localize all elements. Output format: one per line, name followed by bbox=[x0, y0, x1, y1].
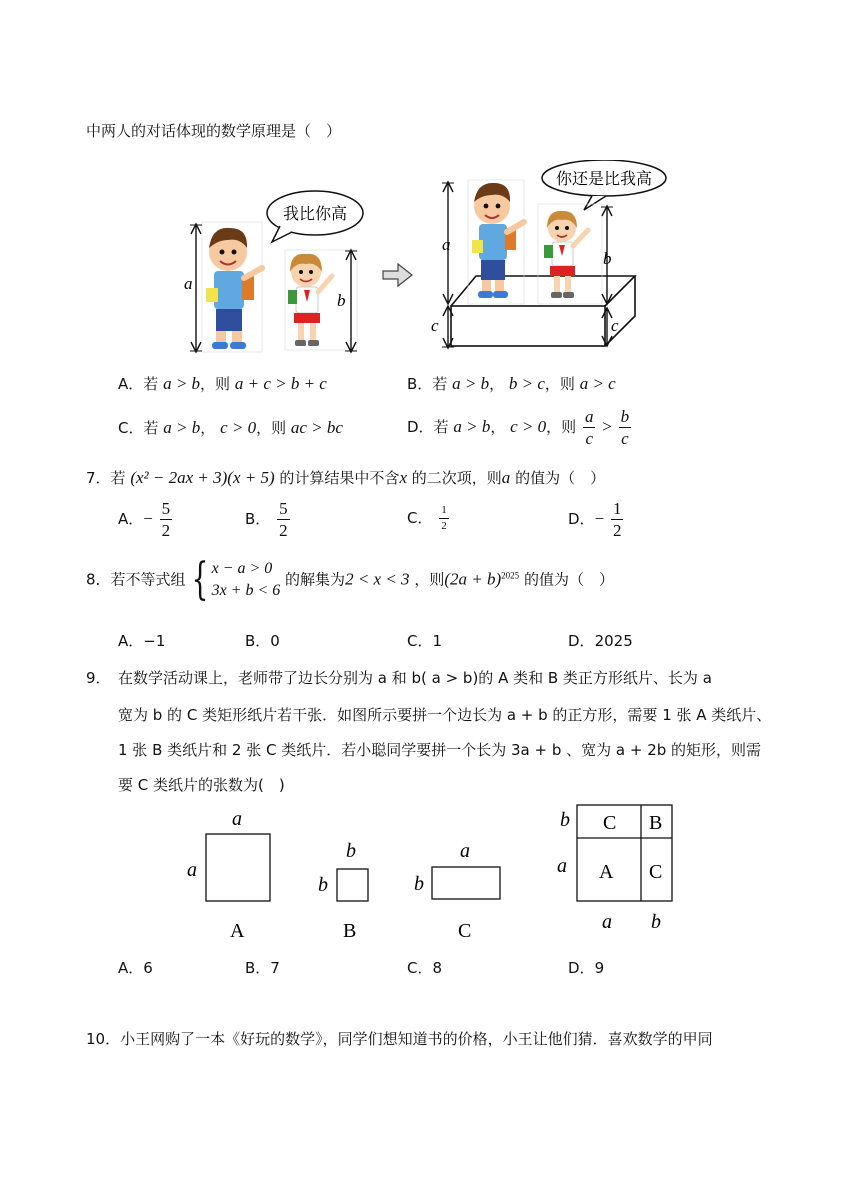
girl-icon bbox=[285, 250, 357, 350]
bubble-left-text: 我比你高 bbox=[282, 204, 348, 223]
q9-number: 9． bbox=[86, 669, 111, 687]
q6-option-a[interactable]: A．若 a > b，则 a + c > b + c bbox=[118, 374, 327, 393]
boy-icon bbox=[202, 222, 262, 352]
q9-line-1: 在数学活动课上，老师带了边长分别为 a 和 b( a > b)的 A 类和 B 类正方形纸片、长为 a bbox=[118, 669, 712, 687]
svg-text:A: A bbox=[230, 920, 245, 942]
rect-c bbox=[432, 867, 500, 899]
q7-option-b[interactable]: B． $\frac{5}{2}$ bbox=[245, 499, 288, 540]
q7-option-a[interactable]: A．− $\frac{5}{2}$ bbox=[118, 499, 171, 540]
svg-text:a: a bbox=[187, 859, 197, 881]
speech-bubble-right bbox=[542, 160, 666, 210]
svg-text:A: A bbox=[599, 861, 614, 883]
q9-line-3: 1 张 B 类纸片和 2 张 C 类纸片．若小聪同学要拼一个长为 3a + b 、宽为 a + 2b 的矩形，则需 bbox=[118, 741, 762, 759]
q7-option-d[interactable]: D．− $\frac{1}{2}$ bbox=[568, 499, 622, 540]
q6-option-b[interactable]: B．若 a > b， b > c，则 a > c bbox=[407, 374, 616, 393]
svg-text:B: B bbox=[649, 812, 663, 834]
speech-bubble-left bbox=[267, 191, 363, 242]
label-c-right: c bbox=[611, 316, 619, 335]
svg-text:b: b bbox=[414, 873, 424, 895]
svg-text:b: b bbox=[560, 809, 570, 831]
q6-figure bbox=[180, 160, 680, 360]
q8-option-c[interactable]: C．1 bbox=[407, 632, 443, 650]
svg-text:b: b bbox=[318, 874, 328, 896]
left-brace-icon: { bbox=[191, 554, 208, 605]
q6-option-d[interactable]: D．若 a > b， c > 0，则 $\frac{a}{c}$ > $\frac{b}{c}$ bbox=[407, 407, 630, 448]
svg-text:C: C bbox=[458, 920, 472, 942]
svg-text:b: b bbox=[651, 911, 661, 933]
q8-option-d[interactable]: D．2025 bbox=[568, 632, 633, 650]
svg-text:C: C bbox=[649, 861, 663, 883]
square-a bbox=[206, 834, 270, 901]
q8-stem: 8．若不等式组 { x − a > 0 3x + b < 6 的解集为2 < x < 3 ，则$(2a + b)^{2025}$ 的值为（ ） bbox=[86, 554, 614, 605]
bubble-right-text: 你还是比我高 bbox=[555, 169, 653, 188]
square-b bbox=[337, 869, 368, 901]
q9-option-a[interactable]: A．6 bbox=[118, 959, 153, 977]
svg-text:a: a bbox=[232, 808, 242, 830]
q8-option-a[interactable]: A．−1 bbox=[118, 632, 166, 650]
q9-option-c[interactable]: C．8 bbox=[407, 959, 443, 977]
label-b-left: b bbox=[337, 291, 346, 310]
q10-stem: 10．小王网购了一本《好玩的数学》，同学们想知道书的价格，小王让他们猜．喜欢数学的甲同 bbox=[86, 1030, 713, 1048]
svg-text:a: a bbox=[557, 855, 567, 877]
girl-on-box-icon bbox=[538, 204, 602, 304]
q8-option-b[interactable]: B．0 bbox=[245, 632, 280, 650]
inequality-system: x − a > 0 3x + b < 6 bbox=[211, 560, 281, 599]
q9-line-2: 宽为 b 的 C 类矩形纸片若干张．如图所示要拼一个边长为 a + b 的正方形，需要 1 张 A 类纸片、 bbox=[118, 706, 772, 724]
svg-text:a: a bbox=[602, 911, 612, 933]
q9-figure bbox=[180, 800, 680, 945]
label-a-right: a bbox=[442, 235, 451, 254]
svg-text:B: B bbox=[343, 920, 357, 942]
q7-stem: 7．若 (x² − 2ax + 3)(x + 5) 的计算结果中不含x 的二次项，则a 的值为（ ） bbox=[86, 468, 606, 487]
svg-text:C: C bbox=[603, 812, 617, 834]
q9-option-d[interactable]: D．9 bbox=[568, 959, 605, 977]
boy-on-box-icon bbox=[468, 180, 524, 304]
q9-option-b[interactable]: B．7 bbox=[245, 959, 280, 977]
right-arrow-icon bbox=[383, 264, 412, 286]
svg-text:a: a bbox=[460, 840, 470, 862]
label-b-right: b bbox=[603, 249, 612, 268]
label-c-left: c bbox=[431, 316, 439, 335]
q9-line-4: 要 C 类纸片的张数为( ) bbox=[118, 776, 285, 794]
q6-option-c[interactable]: C．若 a > b， c > 0，则 ac > bc bbox=[118, 418, 343, 437]
svg-text:b: b bbox=[346, 840, 356, 862]
q6-stem: 中两人的对话体现的数学原理是（ ） bbox=[86, 122, 342, 140]
label-a-left: a bbox=[184, 274, 193, 293]
q7-option-c[interactable]: C． $\frac{1}{2}$ bbox=[407, 504, 447, 532]
